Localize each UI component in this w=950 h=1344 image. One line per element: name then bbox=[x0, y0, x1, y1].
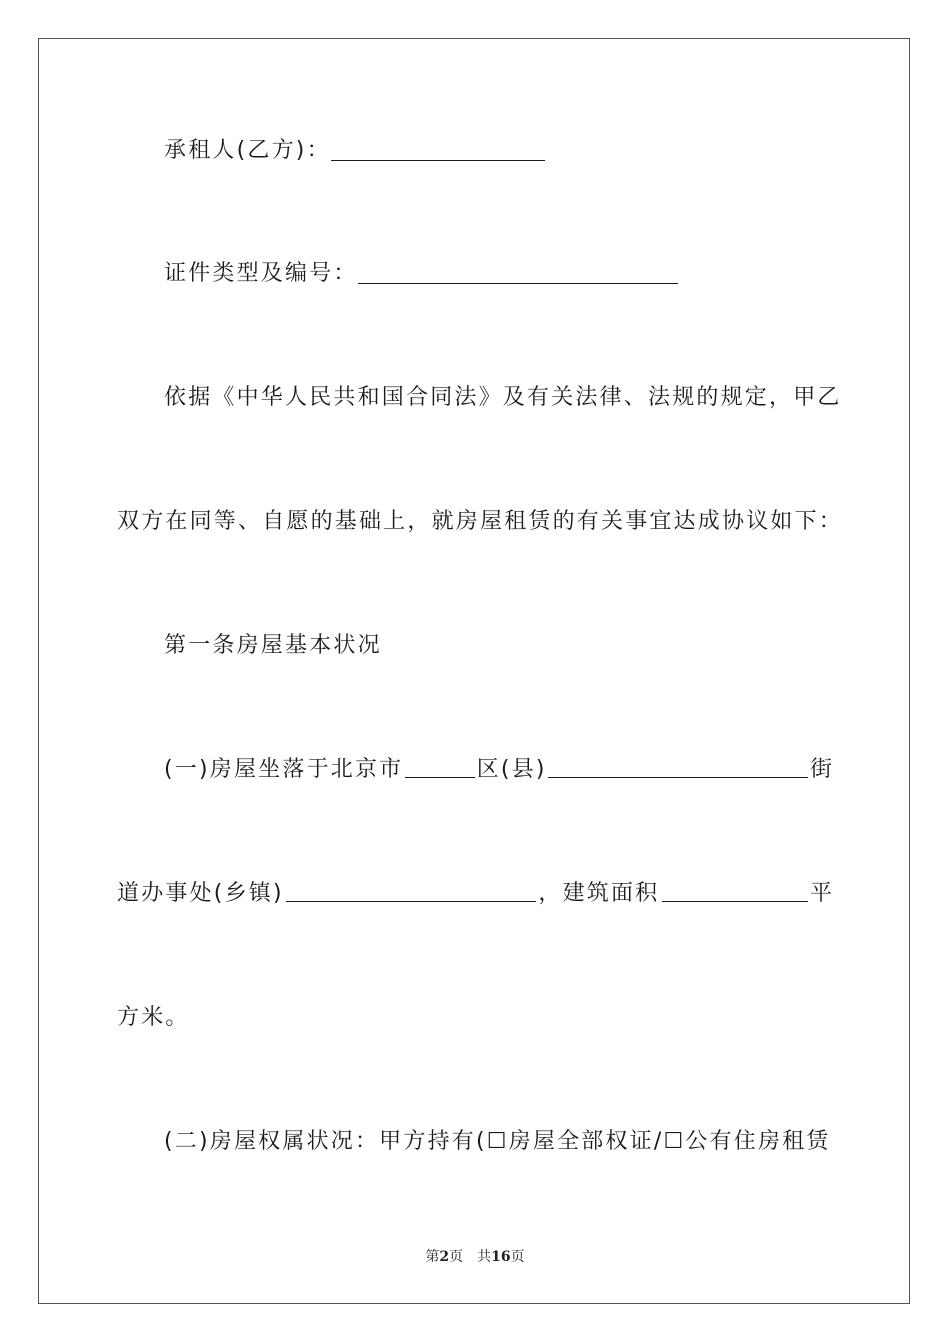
area-unit-line bbox=[117, 1003, 832, 1033]
footer-total-prefix: 共 bbox=[477, 1249, 492, 1265]
ownership-line bbox=[164, 1127, 832, 1157]
location-text-2: 区(县) bbox=[476, 757, 547, 782]
paragraph-basis-text-2: 双方在同等、自愿的基础上，就房屋租赁的有关事宜达成协议如下： bbox=[117, 509, 844, 534]
lessee-line bbox=[164, 136, 832, 166]
article-one-title: 第一条房屋基本状况 bbox=[164, 633, 382, 658]
district-blank bbox=[405, 755, 475, 778]
id-line bbox=[164, 259, 832, 289]
area-text-2: ，建筑面积 bbox=[538, 881, 660, 906]
area-unit-text: 方米。 bbox=[117, 1005, 190, 1030]
lessee-label: 承租人(乙方)： bbox=[164, 138, 331, 163]
area-text-1: 道办事处(乡镇) bbox=[117, 881, 284, 906]
footer-page-suffix: 页 bbox=[449, 1249, 464, 1265]
footer-total-suffix: 页 bbox=[510, 1249, 525, 1265]
article-one-heading bbox=[164, 631, 832, 661]
paragraph-basis-text-1: 依据《中华人民共和国合同法》及有关法律、法规的规定，甲乙 bbox=[164, 385, 842, 410]
street-blank bbox=[548, 755, 808, 778]
area-line bbox=[117, 879, 832, 909]
lessee-blank bbox=[331, 138, 545, 161]
paragraph-basis-line-1 bbox=[164, 383, 842, 413]
location-line bbox=[164, 755, 832, 785]
location-text-3: 街 bbox=[809, 757, 832, 782]
paragraph-basis-line-2 bbox=[117, 507, 844, 537]
footer-page-number: 2 bbox=[439, 1249, 450, 1265]
id-blank bbox=[358, 261, 678, 284]
footer-total-number: 16 bbox=[491, 1249, 511, 1265]
location-text-1: (一)房屋坐落于北京市 bbox=[164, 757, 404, 782]
township-blank bbox=[286, 879, 536, 902]
page-footer bbox=[0, 1246, 950, 1266]
page-border bbox=[38, 38, 910, 1304]
footer-page-prefix: 第 bbox=[425, 1249, 440, 1265]
area-text-3: 平 bbox=[809, 881, 832, 906]
area-blank bbox=[662, 879, 808, 902]
id-type-label: 证件类型及编号： bbox=[164, 261, 358, 286]
ownership-text: (二)房屋权属状况：甲方持有(☐房屋全部权证/☐公有住房租赁 bbox=[164, 1129, 831, 1154]
